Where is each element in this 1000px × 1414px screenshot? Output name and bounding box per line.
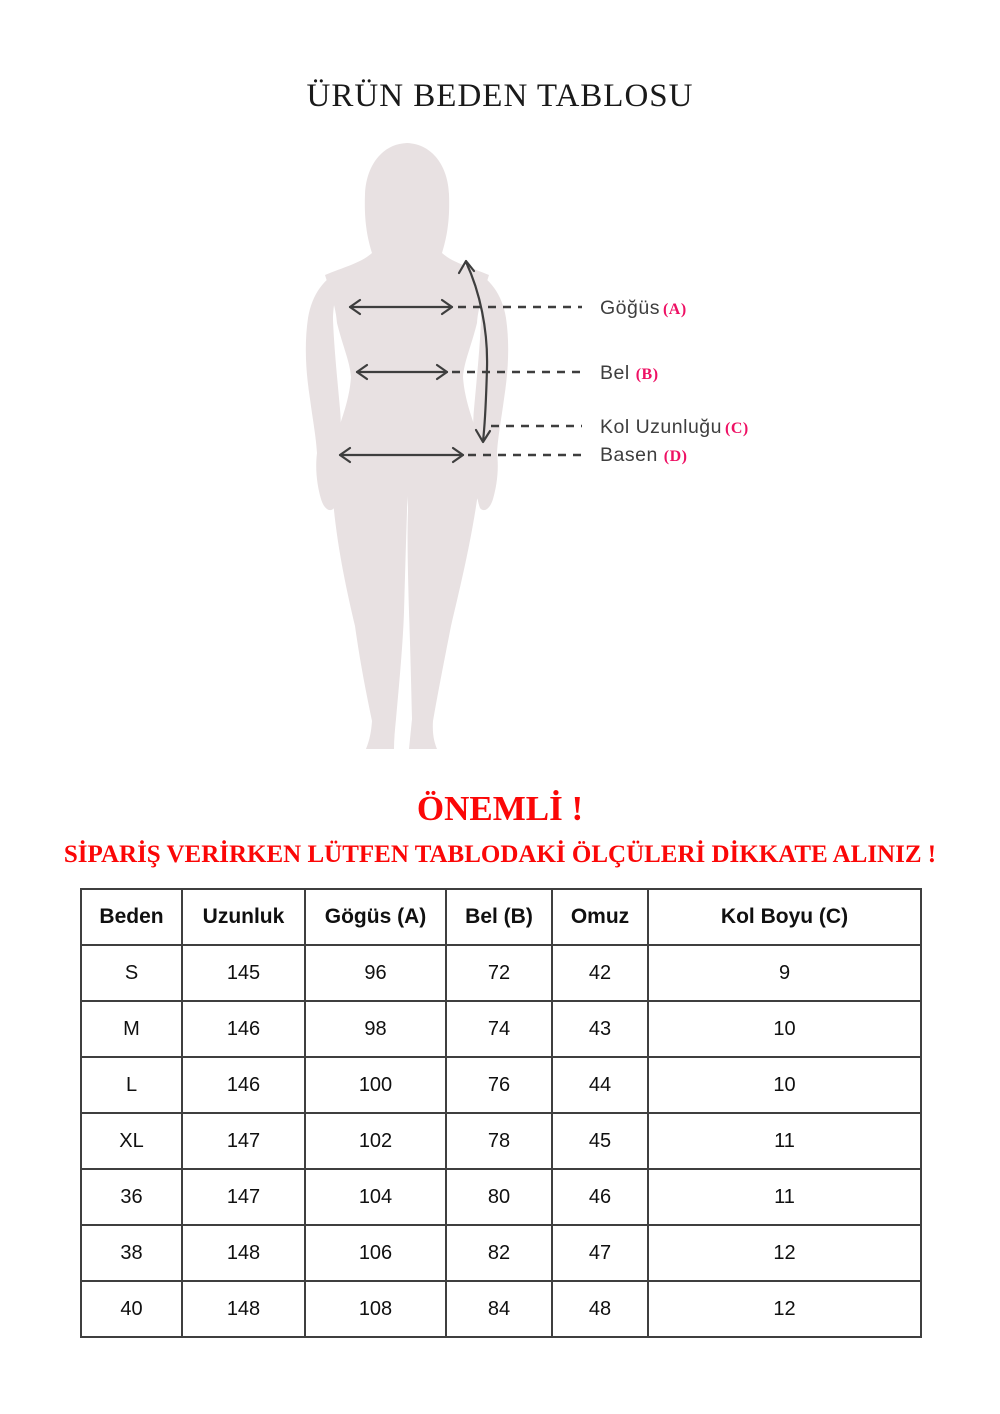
cell-length: 146 (182, 1001, 305, 1057)
table-row-xl (81, 1113, 921, 1169)
cell-shoulder: 42 (552, 945, 648, 1001)
column-header-bel: Bel (B) (446, 889, 552, 945)
cell-length: 148 (182, 1281, 305, 1337)
cell-waist: 76 (446, 1057, 552, 1113)
table-row-s (81, 945, 921, 1001)
arm-length-code: (C) (725, 420, 749, 437)
cell-length: 148 (182, 1225, 305, 1281)
arm-length-label: Kol Uzunluğu (C) (600, 416, 749, 438)
hip-code: (D) (663, 448, 688, 465)
warning-title: ÖNEMLİ ! (416, 789, 584, 828)
cell-arm: 9 (648, 945, 921, 1001)
cell-size: 40 (81, 1281, 182, 1337)
cell-length: 146 (182, 1057, 305, 1113)
column-header-beden: Beden (81, 889, 182, 945)
size-table-header-row (81, 889, 921, 945)
table-row-38 (81, 1225, 921, 1281)
waist-label: Bel (B) (600, 362, 659, 384)
cell-waist: 84 (446, 1281, 552, 1337)
cell-length: 145 (182, 945, 305, 1001)
cell-chest: 100 (305, 1057, 446, 1113)
cell-waist: 82 (446, 1225, 552, 1281)
cell-chest: 106 (305, 1225, 446, 1281)
cell-arm: 10 (648, 1057, 921, 1113)
cell-size: L (81, 1057, 182, 1113)
cell-arm: 11 (648, 1113, 921, 1169)
cell-arm: 11 (648, 1169, 921, 1225)
page-title: ÜRÜN BEDEN TABLOSU (306, 78, 694, 114)
hip-label: Basen (D) (600, 444, 688, 466)
column-header-uzunluk: Uzunluk (182, 889, 305, 945)
woman-silhouette-figure (306, 143, 508, 749)
column-header-gogus: Gögüs (A) (305, 889, 446, 945)
cell-chest: 102 (305, 1113, 446, 1169)
table-row-m (81, 1001, 921, 1057)
cell-size: M (81, 1001, 182, 1057)
cell-size: XL (81, 1113, 182, 1169)
table-row-40 (81, 1281, 921, 1337)
chest-label: Göğüs (A) (600, 297, 687, 319)
waist-code: (B) (635, 366, 659, 383)
cell-chest: 98 (305, 1001, 446, 1057)
cell-chest: 104 (305, 1169, 446, 1225)
table-row-l (81, 1057, 921, 1113)
cell-size: 36 (81, 1169, 182, 1225)
warning-subtitle: SİPARİŞ VERİRKEN LÜTFEN TABLODAKİ ÖLÇÜLERİ DİKKATE ALINIZ ! (63, 841, 937, 868)
column-header-kol-boyu: Kol Boyu (C) (648, 889, 921, 945)
cell-shoulder: 46 (552, 1169, 648, 1225)
cell-shoulder: 47 (552, 1225, 648, 1281)
cell-length: 147 (182, 1169, 305, 1225)
chest-code: (A) (662, 301, 687, 318)
cell-arm: 12 (648, 1281, 921, 1337)
column-header-omuz: Omuz (552, 889, 648, 945)
cell-size: 38 (81, 1225, 182, 1281)
cell-shoulder: 48 (552, 1281, 648, 1337)
cell-waist: 72 (446, 945, 552, 1001)
cell-waist: 80 (446, 1169, 552, 1225)
cell-shoulder: 44 (552, 1057, 648, 1113)
table-row-36 (81, 1169, 921, 1225)
cell-waist: 74 (446, 1001, 552, 1057)
cell-waist: 78 (446, 1113, 552, 1169)
cell-length: 147 (182, 1113, 305, 1169)
size-table (80, 888, 922, 1338)
body-silhouette (325, 143, 489, 749)
cell-arm: 10 (648, 1001, 921, 1057)
cell-chest: 96 (305, 945, 446, 1001)
cell-chest: 108 (305, 1281, 446, 1337)
cell-arm: 12 (648, 1225, 921, 1281)
cell-shoulder: 43 (552, 1001, 648, 1057)
cell-size: S (81, 945, 182, 1001)
cell-shoulder: 45 (552, 1113, 648, 1169)
